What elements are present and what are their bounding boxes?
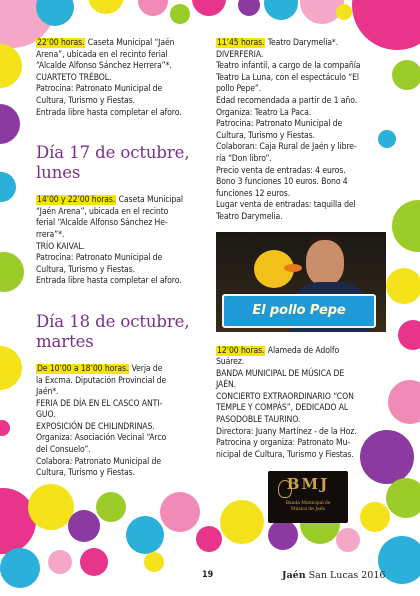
event-line: Cultura, Turismo y Fiestas. — [36, 95, 135, 106]
day-heading-line: Día 17 de octubre, — [36, 143, 190, 163]
dot — [392, 200, 420, 252]
band-logo — [268, 471, 348, 523]
dot — [0, 44, 22, 88]
event-block — [36, 38, 208, 119]
day-heading-line: martes — [36, 331, 94, 351]
event-line: Caseta Municipal — [118, 195, 183, 206]
event-line: nicipal de Cultura, Turismo y Fiestas. — [216, 449, 354, 460]
event-line: Cultura, Turismo y Fiestas. — [216, 130, 315, 141]
event-time: 11’45 horas. — [217, 38, 265, 48]
event-line: Bono 3 funciones 10 euros. Bono 4 — [216, 177, 348, 188]
event-line: Teatro Darymelia. — [216, 211, 283, 222]
dot — [398, 320, 420, 350]
dot — [196, 526, 222, 552]
dot — [192, 0, 226, 16]
chick-beak — [284, 264, 302, 272]
dot — [388, 380, 420, 424]
dot — [126, 516, 164, 554]
event-line: Colaboran: Caja Rural de Jaén y libre- — [216, 142, 357, 153]
event-line: Precio venta de entradas: 4 euros. — [216, 165, 346, 176]
page-number: 19 — [202, 570, 214, 580]
dot — [238, 0, 260, 16]
event-time: De 10’00 a 18’00 horas. — [37, 363, 129, 374]
dot — [144, 552, 164, 572]
event-line: Entrada libre hasta completar el aforo. — [36, 276, 182, 287]
footer-brand-rest: San Lucas 2016 — [308, 570, 386, 581]
right-column — [216, 38, 386, 523]
event-line: DIVERFERIA. — [216, 49, 264, 60]
event-line: rrera”*. — [36, 229, 65, 240]
event-line: Edad recomendada a partir de 1 año. — [216, 95, 358, 106]
event-time: 22’00 horas. — [37, 38, 85, 48]
dot — [68, 510, 100, 542]
dot — [0, 172, 16, 202]
event-line: JAÉN. — [216, 380, 237, 391]
dot — [0, 104, 20, 144]
event-line: GUO. — [36, 410, 56, 421]
event-line: BANDA MUNICIPAL DE MÚSICA DE — [216, 368, 345, 379]
logo-subtitle — [268, 501, 348, 513]
dot — [264, 0, 298, 20]
dot — [0, 420, 10, 436]
event-line: PASODOBLE TAURINO. — [216, 415, 301, 426]
dot — [88, 0, 124, 14]
event-line: Colabora: Patronato Municipal de — [36, 456, 161, 467]
event-line: Patrocina: Patronato Municipal de — [36, 253, 163, 264]
dot — [386, 478, 420, 518]
event-line: Teatro infantil, a cargo de la compañía — [216, 61, 361, 72]
day-heading-18 — [36, 312, 208, 352]
event-block — [216, 38, 386, 224]
performer-face — [306, 240, 344, 286]
event-line: Caseta Municipal “Jaén — [87, 38, 175, 48]
event-line: “Jaén Arena”, ubicada en el recinto — [36, 206, 169, 217]
page-footer — [0, 570, 420, 586]
day-heading-17 — [36, 143, 208, 183]
dot — [336, 528, 360, 552]
dot — [96, 492, 126, 522]
event-line: Organiza: Asociación Vecinal “Arco — [36, 433, 167, 444]
dot — [28, 484, 74, 530]
dot — [160, 492, 200, 532]
event-line: pollo Pepe”. — [216, 84, 262, 95]
logo-monogram: BMJ — [286, 475, 330, 494]
event-line: FERIA DE DÍA EN EL CASCO ANTI- — [36, 398, 163, 409]
event-line: Patrocina: Patronato Municipal de — [216, 119, 343, 130]
event-line: Teatro La Luna, con el espectáculo “El — [216, 72, 359, 83]
dot — [336, 4, 352, 20]
event-line: Jaén*. — [36, 387, 59, 398]
event-line: Cultura, Turismo y Fiestas. — [36, 264, 135, 275]
footer-brand-city: Jaén — [282, 570, 306, 581]
dot — [0, 346, 22, 390]
day-heading-line: lunes — [36, 163, 81, 183]
event-block — [36, 195, 208, 288]
show-sign: El pollo Pepe — [222, 294, 376, 328]
event-line: funciones 12 euros. — [216, 188, 291, 199]
day-heading-line: Día 18 de octubre, — [36, 311, 190, 331]
event-line: Suárez. — [216, 357, 245, 368]
event-line: la Excma. Diputación Provincial de — [36, 375, 167, 386]
event-line: del Consuelo”. — [36, 445, 91, 456]
event-line: Alameda de Adolfo — [267, 345, 340, 356]
event-line: CUARTETO TRÉBOL. — [36, 72, 112, 83]
event-line: Patrocina: Patronato Municipal de — [36, 84, 163, 95]
logo-subtitle-line: Música de Jaén — [290, 507, 326, 513]
event-line: “Alcalde Alfonso Sánchez Herrera”*. — [36, 61, 172, 72]
event-block — [36, 364, 208, 480]
event-line: Organiza: Teatro La Paca. — [216, 107, 312, 118]
event-line: Lugar venta de entradas: taquilla del — [216, 200, 356, 211]
event-line: Teatro Darymelia*. — [267, 38, 339, 48]
event-line: TRÍO KAIVAL. — [36, 241, 85, 252]
footer-brand — [282, 570, 385, 581]
event-line: ferial “Alcalde Alfonso Sánchez He- — [36, 218, 168, 229]
event-line: Arena”, ubicada en el recinto ferial — [36, 49, 168, 60]
event-line: CONCIERTO EXTRAORDINARIO “CON — [216, 391, 354, 402]
event-line: Directora: Juany Martínez - de la Hoz. — [216, 426, 357, 437]
event-block — [216, 346, 386, 462]
dot — [268, 520, 298, 550]
event-line: Patrocina y organiza: Patronato Mu- — [216, 438, 351, 449]
event-line: ría “Don libro”. — [216, 153, 272, 164]
dot — [170, 4, 190, 24]
event-line: Verja de — [131, 363, 163, 374]
left-column — [36, 38, 208, 480]
event-line: TEMPLE Y COMPÁS”, DEDICADO AL — [216, 403, 349, 414]
event-line: Entrada libre hasta completar el aforo. — [36, 107, 182, 118]
show-photo — [216, 232, 386, 332]
event-time: 12’00 horas. — [217, 345, 265, 356]
dot — [392, 60, 420, 90]
event-line: EXPOSICIÓN DE CHILINDRINAS. — [36, 421, 155, 432]
dot — [0, 252, 24, 292]
logo-subtitle-line: Banda Municipal de — [285, 501, 331, 507]
event-line: Cultura, Turismo y Fiestas. — [36, 468, 135, 479]
dot — [386, 268, 420, 304]
dot — [138, 0, 168, 16]
event-time: 14’00 y 22’00 horas. — [37, 195, 116, 206]
